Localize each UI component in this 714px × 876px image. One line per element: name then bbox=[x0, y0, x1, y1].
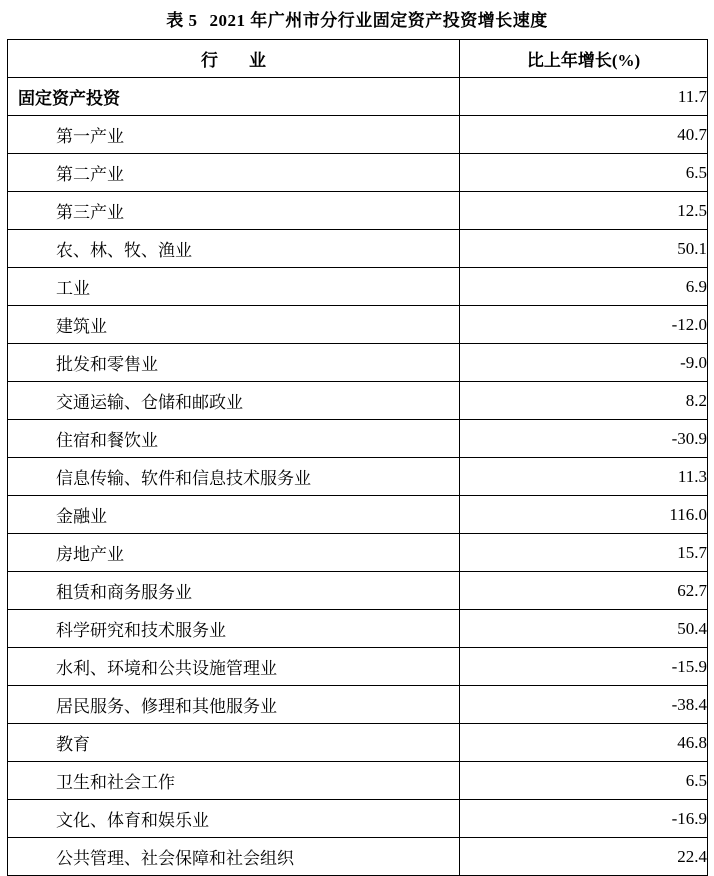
column-header-industry: 行 业 bbox=[8, 40, 460, 78]
row-label: 文化、体育和娱乐业 bbox=[8, 800, 460, 838]
table-title bbox=[0, 0, 714, 39]
table-header-row bbox=[8, 40, 708, 78]
row-value: 116.0 bbox=[460, 496, 708, 534]
table-row bbox=[8, 344, 708, 382]
statistics-table bbox=[7, 39, 708, 876]
table-row bbox=[8, 800, 708, 838]
row-label: 房地产业 bbox=[8, 534, 460, 572]
row-value: 50.4 bbox=[460, 610, 708, 648]
row-value: 62.7 bbox=[460, 572, 708, 610]
table-row bbox=[8, 382, 708, 420]
table-row bbox=[8, 458, 708, 496]
table-row bbox=[8, 610, 708, 648]
table-title-text: 2021 年广州市分行业固定资产投资增长速度 bbox=[209, 11, 548, 30]
row-label: 农、林、牧、渔业 bbox=[8, 230, 460, 268]
row-value: 6.5 bbox=[460, 154, 708, 192]
row-label: 公共管理、社会保障和社会组织 bbox=[8, 838, 460, 876]
table-row bbox=[8, 648, 708, 686]
column-header-growth: 比上年增长(%) bbox=[460, 40, 708, 78]
table-row bbox=[8, 838, 708, 876]
table-row bbox=[8, 78, 708, 116]
row-value: -9.0 bbox=[460, 344, 708, 382]
table-row bbox=[8, 192, 708, 230]
table-row bbox=[8, 762, 708, 800]
table-row bbox=[8, 230, 708, 268]
row-value: 50.1 bbox=[460, 230, 708, 268]
row-label: 租赁和商务服务业 bbox=[8, 572, 460, 610]
row-value: 11.7 bbox=[460, 78, 708, 116]
table-row bbox=[8, 420, 708, 458]
row-label: 第三产业 bbox=[8, 192, 460, 230]
row-value: 8.2 bbox=[460, 382, 708, 420]
row-value: 11.3 bbox=[460, 458, 708, 496]
row-value: -15.9 bbox=[460, 648, 708, 686]
row-value: 15.7 bbox=[460, 534, 708, 572]
table-row bbox=[8, 116, 708, 154]
row-value: -38.4 bbox=[460, 686, 708, 724]
row-value: 40.7 bbox=[460, 116, 708, 154]
table-row bbox=[8, 154, 708, 192]
row-label: 水利、环境和公共设施管理业 bbox=[8, 648, 460, 686]
row-value: -12.0 bbox=[460, 306, 708, 344]
row-value: -30.9 bbox=[460, 420, 708, 458]
row-label: 科学研究和技术服务业 bbox=[8, 610, 460, 648]
row-value: -16.9 bbox=[460, 800, 708, 838]
row-label: 居民服务、修理和其他服务业 bbox=[8, 686, 460, 724]
table-row bbox=[8, 724, 708, 762]
row-label: 教育 bbox=[8, 724, 460, 762]
table-row bbox=[8, 306, 708, 344]
table-number: 表 5 bbox=[166, 11, 198, 30]
row-value: 6.5 bbox=[460, 762, 708, 800]
row-label: 卫生和社会工作 bbox=[8, 762, 460, 800]
table-row bbox=[8, 496, 708, 534]
row-value: 12.5 bbox=[460, 192, 708, 230]
row-label: 固定资产投资 bbox=[8, 78, 460, 116]
row-label: 工业 bbox=[8, 268, 460, 306]
table-row bbox=[8, 534, 708, 572]
row-label: 建筑业 bbox=[8, 306, 460, 344]
row-label: 金融业 bbox=[8, 496, 460, 534]
row-value: 46.8 bbox=[460, 724, 708, 762]
table-body bbox=[8, 78, 708, 876]
row-label: 第二产业 bbox=[8, 154, 460, 192]
row-value: 22.4 bbox=[460, 838, 708, 876]
table-row bbox=[8, 572, 708, 610]
row-label: 交通运输、仓储和邮政业 bbox=[8, 382, 460, 420]
row-label: 住宿和餐饮业 bbox=[8, 420, 460, 458]
row-label: 信息传输、软件和信息技术服务业 bbox=[8, 458, 460, 496]
row-value: 6.9 bbox=[460, 268, 708, 306]
table-row bbox=[8, 686, 708, 724]
row-label: 批发和零售业 bbox=[8, 344, 460, 382]
row-label: 第一产业 bbox=[8, 116, 460, 154]
table-row bbox=[8, 268, 708, 306]
